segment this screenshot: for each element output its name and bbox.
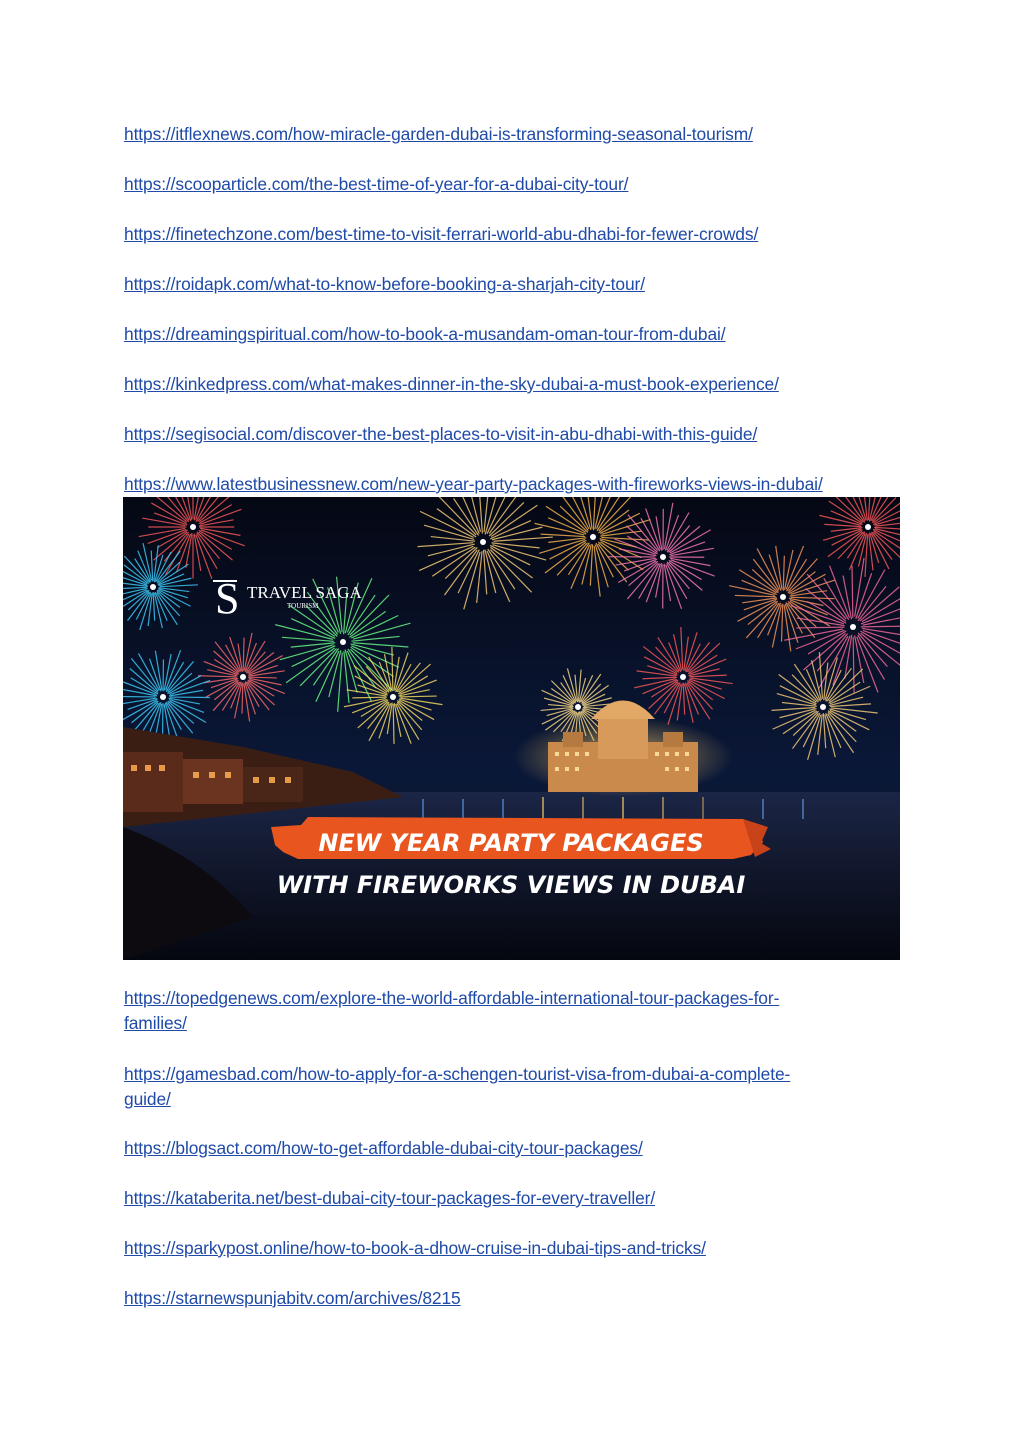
link-topedgenews[interactable]: [124, 986, 779, 1036]
link-blogsact[interactable]: https://blogsact.com/how-to-get-affordable-dubai-city-tour-packages/: [124, 1138, 643, 1158]
headline-line2: WITH FIREWORKS VIEWS IN DUBAI: [276, 871, 746, 899]
logo-subtitle: TOURISM: [287, 602, 319, 610]
fireworks-banner-image: [123, 497, 900, 960]
link-segisocial[interactable]: https://segisocial.com/discover-the-best-places-to-visit-in-abu-dhabi-with-this-guide/: [124, 424, 758, 444]
link-topedgenews-line2[interactable]: families/: [124, 1013, 187, 1033]
link-dreamingspiritual[interactable]: https://dreamingspiritual.com/how-to-book-a-musandam-oman-tour-from-dubai/: [124, 324, 726, 344]
link-kataberita[interactable]: https://kataberita.net/best-dubai-city-tour-packages-for-every-traveller/: [124, 1188, 656, 1208]
link-scooparticle[interactable]: https://scooparticle.com/the-best-time-of-year-for-a-dubai-city-tour/: [124, 174, 629, 194]
link-finetechzone[interactable]: https://finetechzone.com/best-time-to-visit-ferrari-world-abu-dhabi-for-fewer-crowds/: [124, 224, 759, 244]
link-gamesbad-line1[interactable]: https://gamesbad.com/how-to-apply-for-a-schengen-tourist-visa-from-dubai-a-complete-: [124, 1064, 791, 1084]
link-latestbusinessnew[interactable]: https://www.latestbusinessnew.com/new-year-party-packages-with-fireworks-views-in-dubai/: [124, 474, 823, 494]
headline-ribbon: [271, 817, 771, 899]
link-roidapk[interactable]: https://roidapk.com/what-to-know-before-booking-a-sharjah-city-tour/: [124, 274, 645, 294]
link-gamesbad-line2[interactable]: guide/: [124, 1089, 171, 1109]
link-kinkedpress[interactable]: https://kinkedpress.com/what-makes-dinner-in-the-sky-dubai-a-must-book-experience/: [124, 374, 779, 394]
link-starnewspunjabitv[interactable]: https://starnewspunjabitv.com/archives/8215: [124, 1288, 461, 1308]
logo-monogram: S: [215, 574, 240, 623]
link-gamesbad[interactable]: [124, 1062, 790, 1112]
headline-line1: NEW YEAR PARTY PACKAGES: [318, 829, 704, 857]
logo-name: TRAVEL SAGA: [247, 583, 362, 602]
link-itflexnews[interactable]: https://itflexnews.com/how-miracle-garden-dubai-is-transforming-seasonal-tourism/: [124, 124, 753, 144]
link-sparkypost[interactable]: https://sparkypost.online/how-to-book-a-dhow-cruise-in-dubai-tips-and-tricks/: [124, 1238, 706, 1258]
link-topedgenews-line1[interactable]: https://topedgenews.com/explore-the-world-affordable-international-tour-packages-for-: [124, 988, 780, 1008]
